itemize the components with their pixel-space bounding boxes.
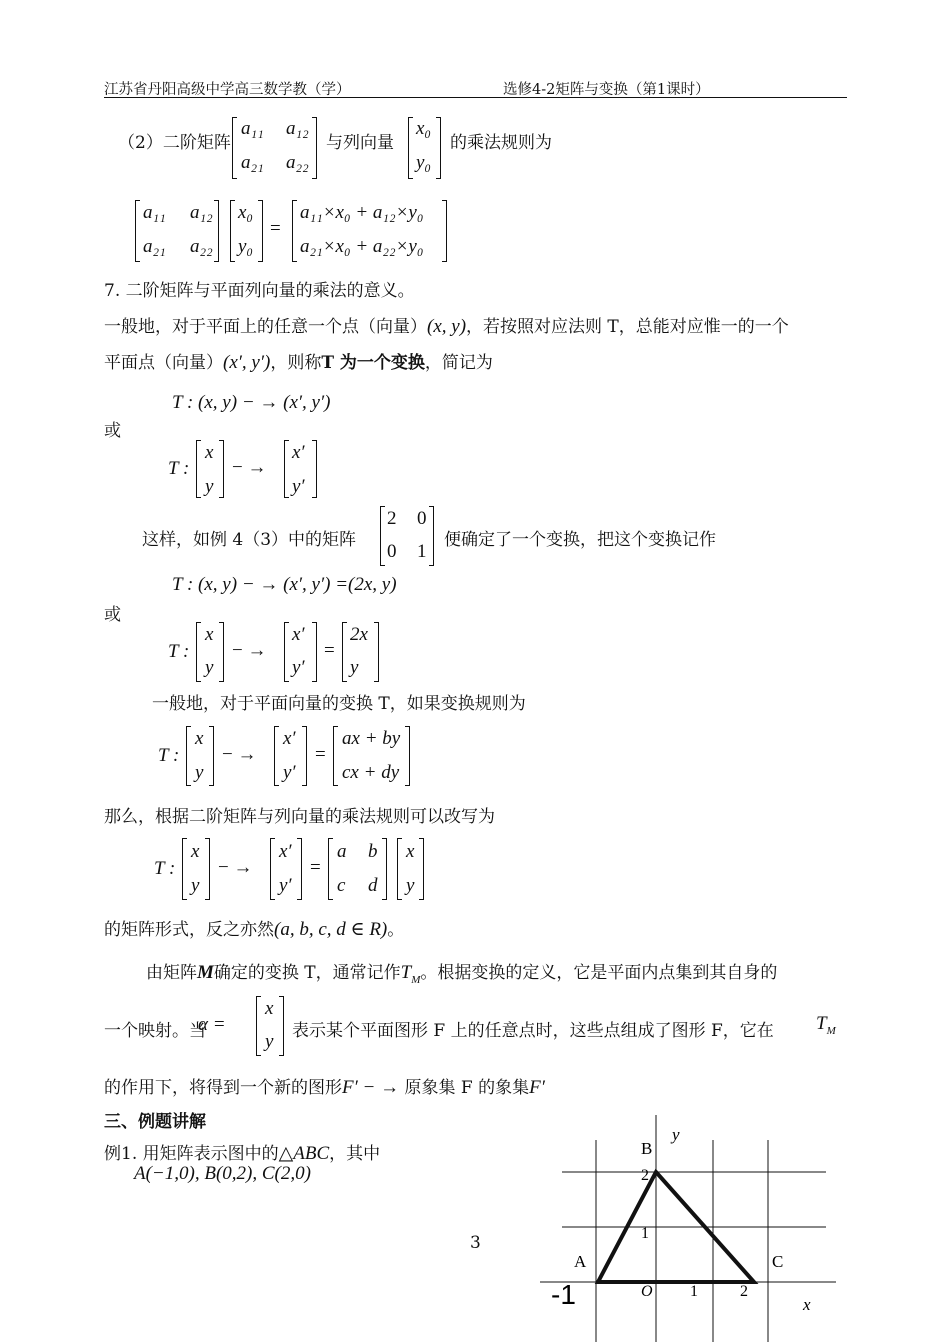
prod-bracket-1l (135, 200, 140, 262)
equals-4: = (310, 857, 321, 878)
vec-y: y (205, 476, 214, 497)
alpha-br (279, 996, 284, 1056)
section2-intro: （2）二阶矩阵 (118, 133, 231, 153)
prod-row2: a₂₁×x₀ + a₂₂×y₀ (300, 236, 424, 257)
matrix-form-text: 的矩阵形式，反之亦然 (104, 920, 274, 940)
v2-b1l (196, 622, 201, 682)
arrow-3: − → (222, 744, 257, 765)
tm-sub-2: M (826, 1024, 836, 1037)
map-T-3: T : (158, 745, 180, 766)
v4-b1r (205, 838, 210, 900)
m-d: d (368, 875, 378, 896)
section2-end: 的乘法规则为 (450, 133, 552, 153)
v3-row2: cx + dy (342, 762, 400, 783)
ex-m11: 2 (387, 508, 397, 529)
matrix-a21: a₂₁ (241, 152, 264, 173)
ex-m21: 0 (387, 541, 397, 562)
alpha: α = (198, 1014, 226, 1035)
alpha-x: x (265, 998, 274, 1019)
v3-b3r (405, 726, 410, 786)
tm-sub: M (411, 973, 421, 986)
section2-mid: 与列向量 (326, 133, 394, 153)
vector-x0: x₀ (416, 118, 432, 139)
para2-text-c: ，简记为 (424, 353, 493, 373)
v2-y2: y (350, 657, 359, 678)
v2-yp: y′ (292, 657, 305, 678)
v4-b3l (328, 838, 333, 900)
v2-b1r (219, 622, 224, 682)
image-line (104, 1073, 545, 1099)
map-text-a: 一个映射。当 (104, 1021, 206, 1041)
page-number: 3 (470, 1233, 481, 1253)
vertex-label-B: B (641, 1139, 653, 1158)
prod-a22: a₂₂ (190, 236, 213, 257)
triangle-ABC: △ABC (278, 1143, 330, 1164)
axis-label-y: y (672, 1125, 680, 1144)
v3-b1l (186, 726, 191, 786)
origin-label: O (641, 1283, 653, 1300)
prod-bracket-2r (258, 200, 263, 262)
prod-row1: a₁₁×x₀ + a₁₂×y₀ (300, 202, 424, 223)
v4-b4l (397, 838, 402, 900)
v3-xp: x′ (283, 728, 296, 749)
ex-matrix-bl (380, 506, 385, 566)
tm-line (146, 958, 777, 986)
point-xy-prime: (x′, y′) (223, 352, 271, 373)
v2-b2l (284, 622, 289, 682)
v2-b3r (374, 622, 379, 682)
v2-xp: x′ (292, 624, 305, 645)
transform-definition: T 为一个变换 (321, 353, 425, 373)
matrix-bracket-right (312, 117, 317, 179)
header-rule (104, 97, 847, 98)
map-text-d: 原象集 F 的象集 (404, 1078, 530, 1098)
vector-bracket-left (408, 117, 413, 179)
v3-b2l (274, 726, 279, 786)
v4-y2: y (406, 875, 415, 896)
prod-equals: = (270, 218, 281, 239)
vertex-label-C: C (772, 1252, 784, 1271)
tick-x-2: 2 (740, 1283, 748, 1300)
vertex-label-A: A (574, 1252, 587, 1271)
example1-text-a: 例1. 用矩阵表示图中的 (104, 1144, 279, 1164)
matrix-bracket-left (232, 117, 237, 179)
v4-b1l (182, 838, 187, 900)
tick-y-2: 2 (641, 1167, 649, 1184)
matrix-form-line (104, 915, 404, 941)
m-a: a (337, 841, 347, 862)
vector-y0: y₀ (416, 152, 432, 173)
para1-text-b: ，若按照对应法则 T，总能对应惟一的一个 (466, 317, 789, 337)
axis-label-x: x (803, 1295, 811, 1314)
example1-line (104, 1139, 380, 1165)
arrow-4: − → (218, 857, 253, 878)
vec-xp: x′ (292, 442, 305, 463)
vec-b1r (219, 440, 224, 498)
vec-b1l (196, 440, 201, 498)
tm-text-a: 由矩阵 (146, 963, 197, 983)
para1-line2 (104, 348, 493, 374)
v3-x: x (195, 728, 204, 749)
v4-yp: y′ (279, 875, 292, 896)
map1: T : (x, y) − → (x′, y′) (172, 392, 331, 413)
v3-y: y (195, 762, 204, 783)
map-text-b: 表示某个平面图形 F 上的任意点时，这些点组成了图形 F，它在 (292, 1021, 774, 1041)
equals-3: = (315, 744, 326, 765)
para1-text-a: 一般地，对于平面上的任意一个点（向量） (104, 317, 427, 337)
tm-T: T (400, 962, 412, 983)
v3-yp: y′ (283, 762, 296, 783)
arrow-1: − → (232, 457, 267, 478)
example-text-b: 便确定了一个变换，把这个变换记作 (444, 530, 716, 550)
v4-y: y (191, 875, 200, 896)
prod-a11: a₁₁ (143, 202, 166, 223)
tm-symbol-2 (816, 1013, 836, 1037)
prod-x0: x₀ (238, 202, 254, 223)
map-F-prime: F′ (529, 1077, 545, 1098)
tick-x-1: 1 (690, 1283, 698, 1300)
map-text-c: 的作用下，将得到一个新的图形 (104, 1078, 342, 1098)
matrix-form-end: 。 (387, 920, 405, 940)
or-2: 或 (104, 605, 121, 625)
v3-b2r (302, 726, 307, 786)
matrix-M: M (197, 962, 214, 983)
v2-x: x (205, 624, 214, 645)
rewrite-text: 那么，根据二阶矩阵与列向量的乘法规则可以改写为 (104, 807, 495, 827)
tick-y-1: 1 (641, 1225, 649, 1242)
tm-T-2: T (816, 1013, 827, 1034)
map2: T : (x, y) − → (x′, y′) =(2x, y) (172, 574, 397, 595)
v3-b3l (333, 726, 338, 786)
v4-b2l (270, 838, 275, 900)
vec-b2r (312, 440, 317, 498)
v4-b4r (419, 838, 424, 900)
point-xy: (x, y) (427, 316, 467, 337)
tm-symbol (400, 962, 421, 986)
v2-b2r (312, 622, 317, 682)
map-F-arrow: F′ − → (342, 1077, 400, 1098)
v4-b2r (297, 838, 302, 900)
prod-y0: y₀ (238, 236, 254, 257)
grid-lines (540, 1115, 836, 1342)
ex-m22: 1 (417, 541, 427, 562)
para2-text-b: ，则称 (270, 353, 322, 373)
matrix-condition: (a, b, c, d ∈ R) (274, 919, 388, 940)
matrix-a22: a₂₂ (286, 152, 309, 173)
section3-heading: 三、例题讲解 (104, 1112, 206, 1132)
v4-xp: x′ (279, 841, 292, 862)
header-left: 江苏省丹阳高级中学高三数学教（学） (104, 82, 351, 98)
alpha-bl (256, 996, 261, 1056)
v2-2x: 2x (350, 624, 368, 645)
vector-bracket-right (436, 117, 441, 179)
para2-text-a: 平面点（向量） (104, 353, 223, 373)
vec-b2l (284, 440, 289, 498)
map-T-2: T : (168, 641, 190, 662)
v2-y: y (205, 657, 214, 678)
header-right: 选修4-2矩阵与变换（第1课时） (503, 82, 710, 98)
prod-bracket-3r (442, 200, 447, 262)
vec-yp: y′ (292, 476, 305, 497)
prod-a12: a₁₂ (190, 202, 213, 223)
tm-text-c: 。根据变换的定义，它是平面内点集到其自身的 (420, 963, 778, 983)
tm-text-b: 确定的变换 T，通常记作 (213, 963, 401, 983)
or-1: 或 (104, 421, 121, 441)
prod-a21: a₂₁ (143, 236, 166, 257)
map-T-1: T : (168, 458, 190, 479)
v3-b1r (209, 726, 214, 786)
v4-x2: x (406, 841, 415, 862)
map-T-4: T : (154, 858, 176, 879)
prod-bracket-3l (292, 200, 297, 262)
prod-bracket-2l (230, 200, 235, 262)
equals-2: = (324, 640, 335, 661)
m-c: c (337, 875, 346, 896)
alpha-y: y (265, 1031, 274, 1052)
matrix-a12: a₁₂ (286, 118, 309, 139)
v3-row1: ax + by (342, 728, 401, 749)
matrix-a11: a₁₁ (241, 118, 264, 139)
v2-b3l (342, 622, 347, 682)
section7-heading: 7. 二阶矩阵与平面列向量的乘法的意义。 (104, 281, 415, 301)
ex-matrix-br (429, 506, 434, 566)
general-text: 一般地，对于平面向量的变换 T，如果变换规则为 (152, 694, 526, 714)
vec-x: x (205, 442, 214, 463)
example-text-a: 这样，如例 4（3）中的矩阵 (142, 530, 357, 550)
v4-b3r (382, 838, 387, 900)
ex-m12: 0 (417, 508, 427, 529)
v4-x: x (191, 841, 200, 862)
m-b: b (368, 841, 378, 862)
example1-points: A(−1,0), B(0,2), C(2,0) (134, 1163, 311, 1184)
coordinate-graph (540, 1110, 840, 1342)
tick-x-neg1: -1 (551, 1279, 576, 1310)
prod-bracket-1r (214, 200, 219, 262)
para1-line1 (104, 312, 789, 338)
example1-text-b: ，其中 (329, 1144, 381, 1164)
arrow-2: − → (232, 640, 267, 661)
